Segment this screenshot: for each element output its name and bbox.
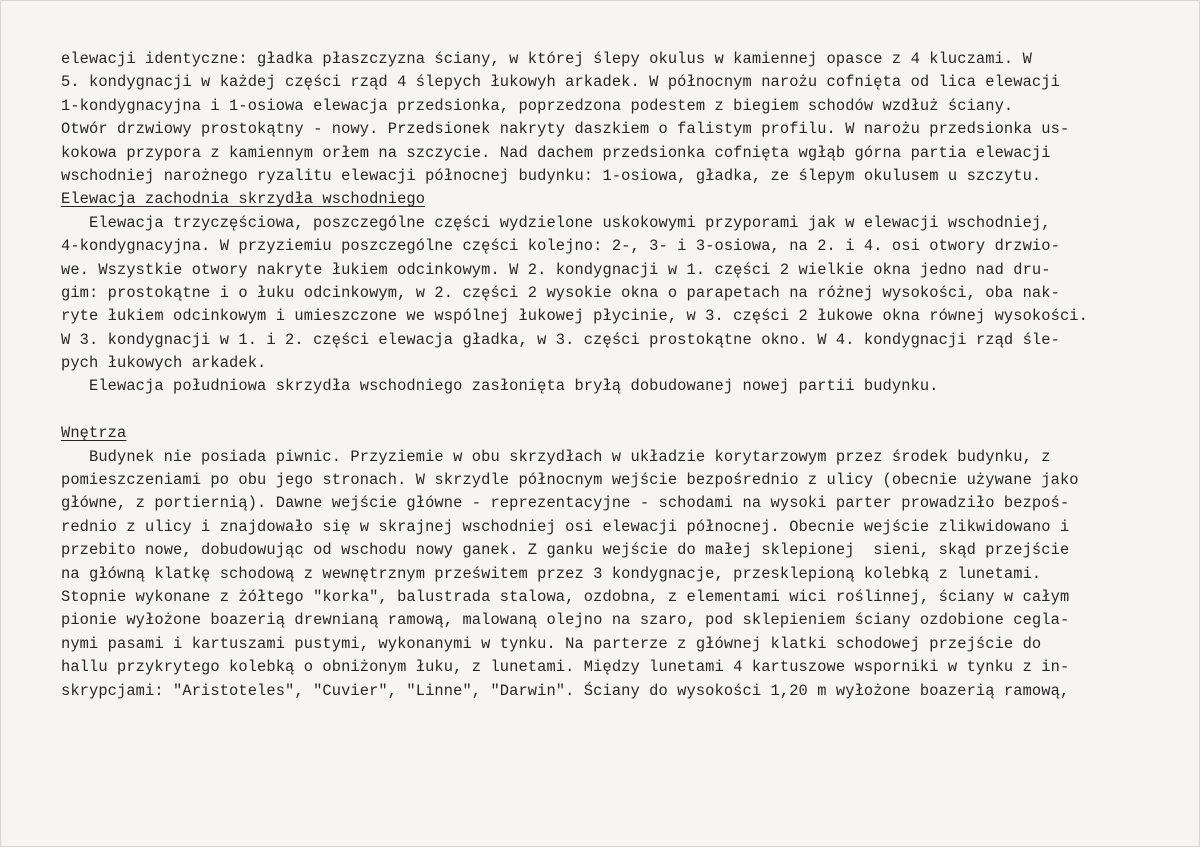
text-line: we. Wszystkie otwory nakryte łukiem odcinkowym. W 2. kondygnacji w 1. części 2 wielkie okna jedno nad dru- [61,260,1051,279]
text-line: Budynek nie posiada piwnic. Przyziemie w obu skrzydłach w układzie korytarzowym przez środek budynku, z [89,447,1051,466]
text-line: hallu przykrytego kolebką o obniżonym łuku, z lunetami. Między lunetami 4 kartuszowe wsporniki w tynku z in- [61,658,1070,677]
text-line: elewacji identyczne: gładka płaszczyzna ściany, w której ślepy okulus w kamiennej opasce z 4 kluczami. W [61,50,1032,68]
text-line: Stopnie wykonane z żółtego "korka", balustrada stalowa, ozdobna, z elementami wici roślinnej, ściany w całym [61,587,1070,606]
section-heading-interior: Wnętrza [61,424,127,443]
text-line: Otwór drzwiowy prostokątny - nowy. Przedsionek nakryty daszkiem o falistym profilu. W narożu przedsionka us- [61,120,1070,139]
text-line: przebito nowe, dobudowując od wschodu nowy ganek. Z ganku wejście do małej sklepionej sieni, skąd przejście [61,541,1070,560]
text-line: pionie wyłożone boazerią drewnianą ramową, malowaną olejno na szaro, pod sklepieniem ściany ozdobione cegla- [61,611,1070,630]
text-line: nymi pasami i kartuszami pustymi, wykonanymi w tynku. Na parterze z głównej klatki schodowej przejście do [61,634,1042,653]
text-line: skrypcjami: "Aristoteles", "Cuvier", "Linne", "Darwin". Ściany do wysokości 1,20 m wyłożone boazerią ramową, [61,681,1070,700]
text-line: pomieszczeniami po obu jego stronach. W skrzydle północnym wejście bezpośrednio z ulicy (obecnie używane jako [61,471,1079,490]
text-line: na główną klatkę schodową z wewnętrznym prześwitem przez 3 kondygnacje, przesklepioną kolebką z lunetami. [61,564,1042,583]
text-line: 4-kondygnacyjna. W przyziemiu poszczególne części kolejno: 2-, 3- i 3-osiowa, na 2. i 4. osi otwory drzwio- [61,237,1060,256]
paragraph-south-elevation: Elewacja południowa skrzydła wschodniego zasłonięta bryłą dobudowanej nowej partii budynku. [89,377,939,396]
text-line: gim: prostokątne i o łuku odcinkowym, w 2. części 2 wysokie okna o parapetach na różnej wysokości, oba nak- [61,283,1060,302]
paragraph-west-elevation [61,212,1171,376]
document-body [61,48,1171,703]
paragraph-interior [61,446,1171,703]
text-line: ryte łukiem odcinkowym i umieszczone we wspólnej łukowej płycinie, w 3. części 2 łukowe okna równej wysokości. [61,307,1088,326]
text-line: wschodniej narożnego ryzalitu elewacji północnej budynku: 1-osiowa, gładka, ze ślepym okulusem u szczytu. [61,166,1042,185]
section-heading-west-elevation: Elewacja zachodnia skrzydła wschodniego [61,190,426,209]
blank-line [61,399,1171,422]
paragraph-east-elevation-end [61,48,1171,188]
text-line: W 3. kondygnacji w 1. i 2. części elewacja gładka, w 3. części prostokątne okno. W 4. kondygnacji rząd śle- [61,330,1060,349]
text-line: główne, z portiernią). Dawne wejście główne - reprezentacyjne - schodami na wysoki parter prowadziło bezpoś- [61,494,1070,513]
text-line: Elewacja trzyczęściowa, poszczególne części wydzielone uskokowymi przyporami jak w elewacji wschodniej, [89,213,1051,232]
text-line: rednio z ulicy i znajdowało się w skrajnej wschodniej osi elewacji północnej. Obecnie wejście zlikwidowano i [61,517,1070,536]
text-line: kokowa przypora z kamiennym orłem na szczycie. Nad dachem przedsionka cofnięta wgłąb górna partia elewacji [61,143,1051,162]
text-line: 5. kondygnacji w każdej części rząd 4 ślepych łukowyh arkadek. W północnym narożu cofnięta od lica elewacji [61,73,1060,92]
text-line: 1-kondygnacyjna i 1-osiowa elewacja przedsionka, poprzedzona podestem z biegiem schodów wzdłuż ściany. [61,96,1014,115]
text-line: pych łukowych arkadek. [61,354,267,373]
